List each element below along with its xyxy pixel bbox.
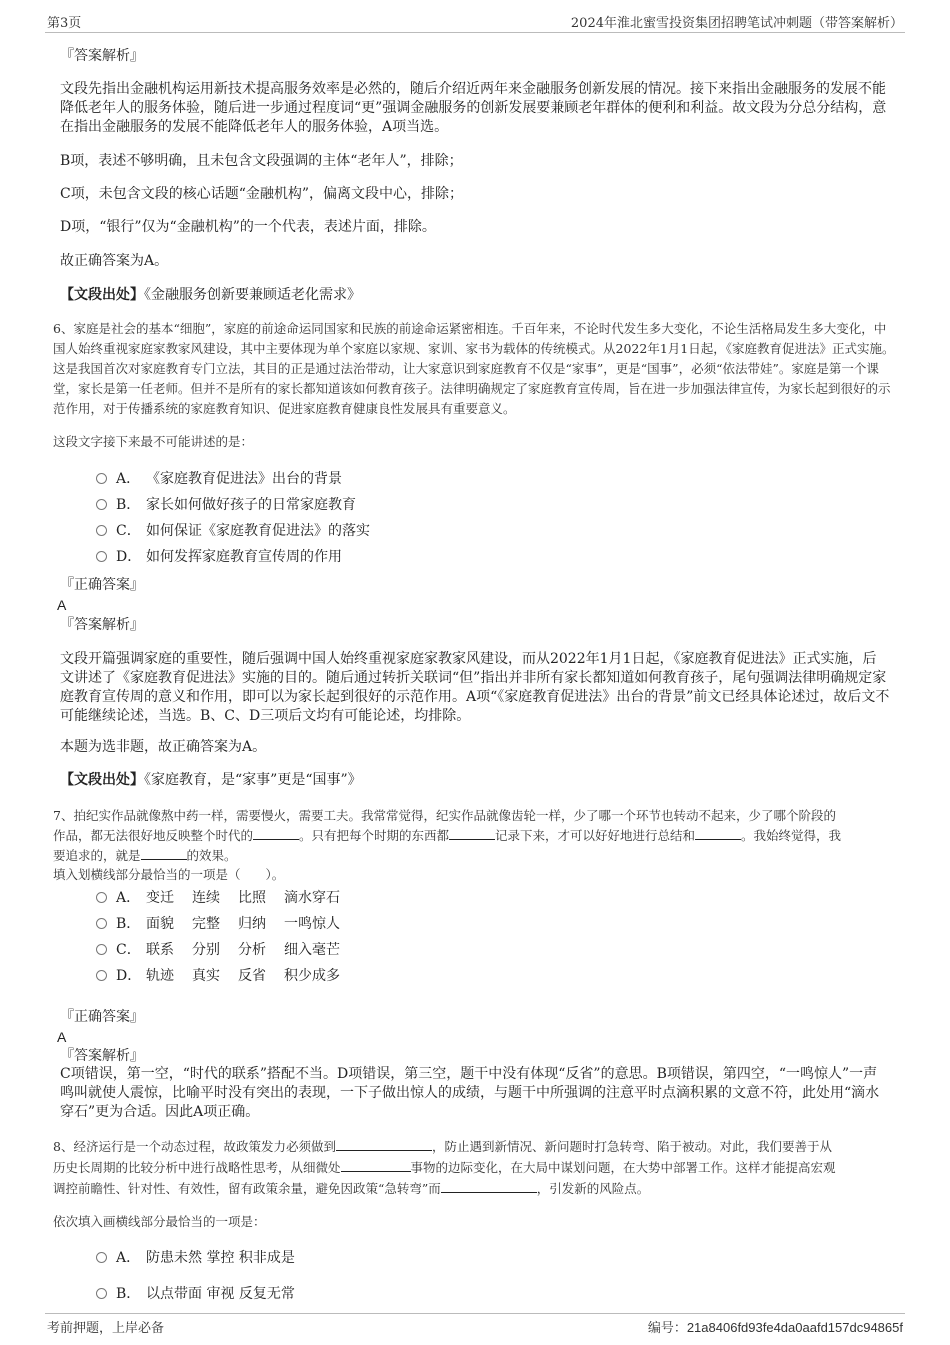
q5-analysis-text: 文段先指出金融机构运用新技术提高服务效率是必然的，随后介绍近两年来金融服务创新发展的情况。接下来指出金融服务的发展不能降低老年人的服务体验，随后进一步通过程度词“更”强调金融服务的创新发展要兼顾老年群体的便利和利益。故文段为分总分结构，意在指出金融服务的发展不能降低老年人的服务体验，A项当选。: [60, 81, 887, 135]
q7-option-c[interactable]: C． 联系 分别 分析 细入毫芒: [96, 940, 340, 960]
page-header: [45, 12, 905, 33]
q8-stem-line2: 历史长周期的比较分析中进行战略性思考，从细微处 事物的边际变化，在大局中谋划问题，在大势中部署工作。这样才能提高宏观: [53, 1160, 836, 1175]
q7-stem-line3: 要追求的，就是 的效果。: [53, 848, 237, 863]
q7-option-a[interactable]: A． 变迁 连续 比照 滴水穿石: [96, 888, 340, 908]
fill-blank: [341, 1159, 411, 1172]
q7-analysis-label: 『答案解析』: [60, 1048, 144, 1064]
q8-option-b[interactable]: B． 以点带面 审视 反复无常: [96, 1284, 295, 1304]
fill-blank: [695, 827, 741, 840]
q5-conclusion: 故正确答案为A。: [60, 253, 169, 269]
q8-stem-line1: 8、经济运行是一个动态过程，故政策发力必须做到 ，防止遇到新情况、新问题时打急转弯、陷于被动。对此，我们要善于从: [53, 1139, 832, 1154]
q6-option-c[interactable]: C． 如何保证《家庭教育促进法》的落实: [96, 521, 370, 541]
q7-option-d[interactable]: D． 轨迹 真实 反省 积少成多: [96, 966, 340, 986]
q5-analysis-label: 『答案解析』: [60, 48, 144, 64]
q5-source-title: 《金融服务创新要兼顾适老化需求》: [144, 287, 361, 303]
q7-answer-label: 『正确答案』: [60, 1009, 144, 1025]
q5-source: [60, 286, 361, 305]
q6-prompt: 这段文字接下来最不可能讲述的是：: [53, 434, 254, 449]
radio-icon[interactable]: [96, 473, 107, 484]
q5-option-d-note: D项，“银行”仅为“金融机构”的一个代表，表述片面，排除。: [60, 219, 436, 235]
radio-icon[interactable]: [96, 499, 107, 510]
q6-conclusion: 本题为选非题，故正确答案为A。: [60, 739, 267, 755]
q5-option-b-note: B项，表述不够明确，且未包含文段强调的主体“老年人”，排除；: [60, 153, 463, 169]
page-number: 第3页: [47, 16, 82, 31]
radio-icon[interactable]: [96, 918, 107, 929]
fill-blank: [441, 1180, 537, 1193]
radio-icon[interactable]: [96, 525, 107, 536]
fill-blank: [253, 827, 299, 840]
q8-stem-line3: 调控前瞻性、针对性、有效性，留有政策余量，避免因政策“急转弯”而 ，引发新的风险点。: [53, 1181, 650, 1196]
q5-source-label: 【文段出处】: [60, 287, 144, 303]
q7-analysis-text: C项错误，第一空，“时代的联系”搭配不当。D项错误，第三空，题干中没有体现“反省”的意思。B项错误，第四空，“一鸣惊人”一声鸣叫就使人震惊，比喻平时没有突出的表现，一下子做出惊人的成绩，与题干中所强调的注意平时点滴积累的文意不符，此处用“滴水穿石”更为合适。因此A项正确。: [60, 1066, 880, 1120]
q7-answer: A: [57, 1029, 67, 1045]
fill-blank: [449, 827, 495, 840]
q8-option-a[interactable]: A． 防患未然 掌控 积非成是: [96, 1248, 295, 1268]
q7-prompt: 填入划横线部分最恰当的一项是（ ）。: [53, 867, 285, 882]
footer-slogan: 考前押题，上岸必备: [47, 1321, 165, 1336]
q5-option-c-note: C项，未包含文段的核心话题“金融机构”，偏离文段中心，排除；: [60, 186, 464, 202]
q6-option-a[interactable]: A． 《家庭教育促进法》出台的背景: [96, 469, 342, 489]
radio-icon[interactable]: [96, 1252, 107, 1263]
document-title: 2024年淮北蜜雪投资集团招聘笔试冲刺题（带答案解析）: [570, 16, 903, 31]
q7-option-b[interactable]: B． 面貌 完整 归纳 一鸣惊人: [96, 914, 340, 934]
q7-stem-line1: 7、拍纪实作品就像熬中药一样，需要慢火，需要工夫。我常常觉得，纪实作品就像齿轮一样，少了哪一个环节也转动不起来，少了哪个阶段的: [53, 808, 836, 823]
radio-icon[interactable]: [96, 1288, 107, 1299]
q7-stem-line2: 作品，都无法很好地反映整个时代的 。只有把每个时期的东西都 记录下来，才可以好好地进行总结和 。我始终觉得，我: [53, 828, 842, 843]
q8-prompt: 依次填入画横线部分最恰当的一项是：: [53, 1214, 266, 1229]
radio-icon[interactable]: [96, 892, 107, 903]
radio-icon[interactable]: [96, 551, 107, 562]
q6-source-title: 《家庭教育，是“家事”更是“国事”》: [144, 772, 362, 788]
page-footer: [45, 1313, 905, 1338]
fill-blank: [141, 847, 187, 860]
fill-blank: [336, 1138, 432, 1151]
q6-answer-label: 『正确答案』: [60, 577, 144, 593]
document-code: 编号：21a8406fd93fe4da0aafd157dc94865f: [647, 1320, 903, 1335]
q6-analysis-label: 『答案解析』: [60, 617, 144, 633]
radio-icon[interactable]: [96, 944, 107, 955]
q6-option-b[interactable]: B． 家长如何做好孩子的日常家庭教育: [96, 495, 356, 515]
q6-source: [60, 771, 362, 790]
q6-option-d[interactable]: D． 如何发挥家庭教育宣传周的作用: [96, 547, 342, 567]
q6-stem: 6、家庭是社会的基本“细胞”，家庭的前途命运同国家和民族的前途命运紧密相连。千百年来，不论时代发生多大变化，不论生活格局发生多大变化，中国人始终重视家庭家教家风建设，其中主要体现为单个家庭以家规、家训、家书为载体的传统模式。从2022年1月1日起，《家庭教育促进法》正式实施。这是我国首次对家庭教育专门立法，其目的正是通过法治带动，让大家意识到家庭教育不仅是“家事”，更是“国事”，必须“依法带娃”。家庭是第一个课堂，家长是第一任老师。但并不是所有的家长都知道该如何教育孩子。法律明确规定了家庭教育宣传周，旨在进一步加强法律宣传，为家长起到很好的示范作用，对于传播系统的家庭教育知识、促进家庭教育健康良性发展具有重要意义。: [53, 321, 895, 416]
q6-analysis-text: 文段开篇强调家庭的重要性，随后强调中国人始终重视家庭家教家风建设，而从2022年1月1日起，《家庭教育促进法》正式实施，后文讲述了《家庭教育促进法》实施的目的。随后通过转折关联词“但”指出并非所有家长都知道如何教育孩子，尾句强调法律明确规定家庭教育宣传周的意义和作用，即可以为家长起到很好的示范作用。A项“《家庭教育促进法》出台的背景”前文已经具体论述过，故后文不可能继续论述，当选。B、C、D三项后文均有可能论述，均排除。: [60, 651, 890, 724]
q6-source-label: 【文段出处】: [60, 772, 144, 788]
q6-answer: A: [57, 597, 67, 613]
radio-icon[interactable]: [96, 970, 107, 981]
